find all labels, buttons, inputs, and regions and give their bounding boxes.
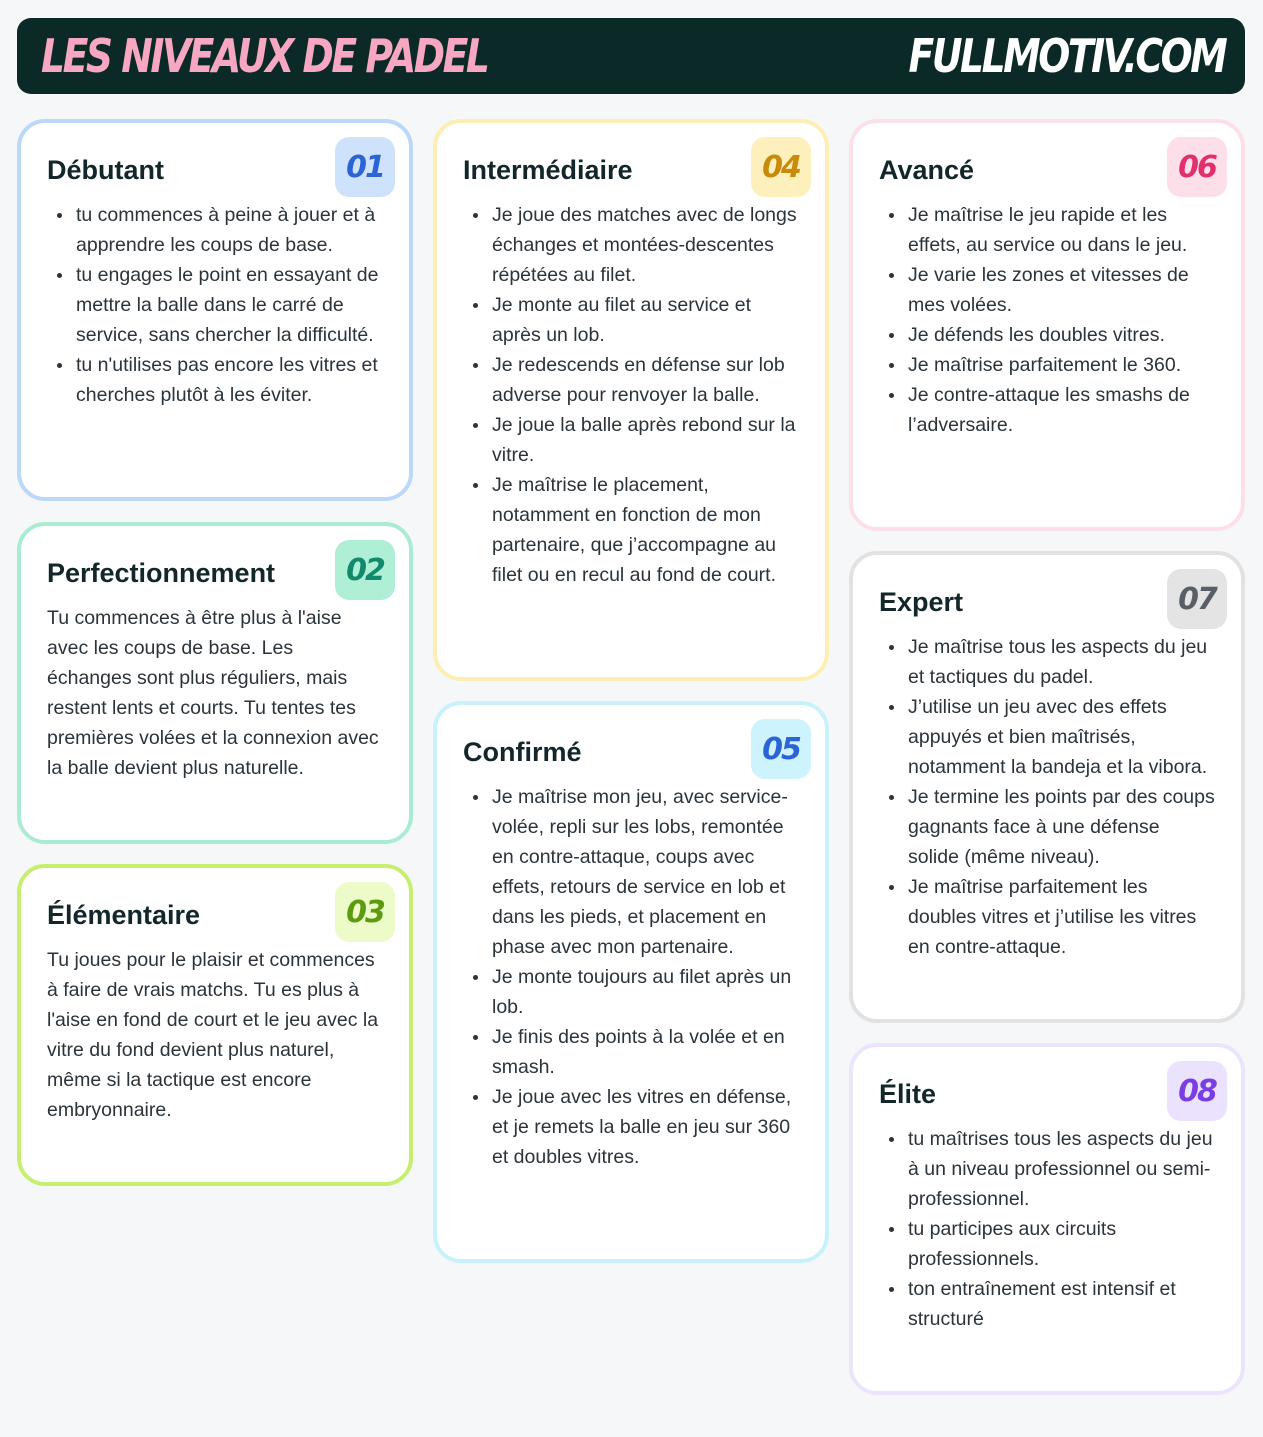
list-item: Je finis des points à la volée et en smash. [463,1022,799,1082]
list-item: tu participes aux circuits professionnels. [879,1214,1215,1274]
list-item: Je joue avec les vitres en défense, et je remets la balle en jeu sur 360 et doubles vitres. [463,1082,799,1172]
level-card-elite [849,1043,1245,1395]
level-description-list [879,632,1215,962]
level-title: Expert [879,587,964,617]
level-number-badge: 05 [751,719,811,779]
list-item: Je défends les doubles vitres. [879,320,1215,350]
list-item: Je monte toujours au filet après un lob. [463,962,799,1022]
level-description: Tu joues pour le plaisir et commences à faire de vrais matchs. Tu es plus à l'aise en fond de court et le jeu avec la vitre du fond devient plus naturel, même si la tactique est encore embryonnaire. [47,949,379,1121]
site-name: FULLMOTIV.COM [908,29,1225,83]
level-description-list [463,782,799,1172]
list-item: Je maîtrise parfaitement les doubles vitres et j’utilise les vitres en contre-attaque. [879,872,1215,962]
level-number-badge: 04 [751,137,811,197]
list-item: Je joue des matches avec de longs échanges et montées-descentes répétées au filet. [463,200,799,290]
list-item: Je varie les zones et vitesses de mes volées. [879,260,1215,320]
level-description: Tu commences à être plus à l'aise avec les coups de base. Les échanges sont plus réguliers, mais restent lents et courts. Tu tentes tes premières volées et la connexion avec la balle devient plus naturelle. [47,607,379,779]
level-card-elementaire [17,864,413,1186]
list-item: tu engages le point en essayant de mettre la balle dans le carré de service, sans chercher la difficulté. [47,260,383,350]
level-title: Débutant [47,155,164,185]
level-card-expert [849,551,1245,1023]
list-item: Je redescends en défense sur lob adverse pour renvoyer la balle. [463,350,799,410]
level-card-avance [849,119,1245,531]
list-item: Je contre-attaque les smashs de l’adversaire. [879,380,1215,440]
list-item: tu maîtrises tous les aspects du jeu à un niveau professionnel ou semi-professionnel. [879,1124,1215,1214]
level-card-perfectionnement [17,522,413,844]
level-number-badge: 03 [335,882,395,942]
level-card-debutant [17,119,413,501]
level-card-confirme [433,701,829,1263]
level-number-badge: 02 [335,540,395,600]
list-item: Je joue la balle après rebond sur la vitre. [463,410,799,470]
level-card-intermediaire [433,119,829,681]
list-item: J’utilise un jeu avec des effets appuyés et bien maîtrisés, notamment la bandeja et la vibora. [879,692,1215,782]
level-title: Confirmé [463,737,582,767]
list-item: Je monte au filet au service et après un lob. [463,290,799,350]
level-number-badge: 08 [1167,1061,1227,1121]
list-item: Je maîtrise le jeu rapide et les effets, au service ou dans le jeu. [879,200,1215,260]
header-banner [17,18,1245,94]
list-item: Je maîtrise le placement, notamment en fonction de mon partenaire, que j’accompagne au filet ou en recul au fond de court. [463,470,799,590]
level-number-badge: 01 [335,137,395,197]
level-description-list [879,1124,1215,1334]
level-description-list [463,200,799,590]
level-title: Perfectionnement [47,558,276,588]
level-title: Avancé [879,155,975,185]
level-number-badge: 06 [1167,137,1227,197]
level-title: Intermédiaire [463,155,633,185]
list-item: Je termine les points par des coups gagnants face à une défense solide (même niveau). [879,782,1215,872]
level-title: Élite [879,1079,937,1109]
list-item: tu n'utilises pas encore les vitres et cherches plutôt à les éviter. [47,350,383,410]
page-title: LES NIVEAUX DE PADEL [41,29,488,83]
list-item: ton entraînement est intensif et structuré [879,1274,1215,1334]
level-number-badge: 07 [1167,569,1227,629]
level-title: Élémentaire [47,900,201,930]
level-description-list [879,200,1215,440]
list-item: Je maîtrise mon jeu, avec service-volée, repli sur les lobs, remontée en contre-attaque, coups avec effets, retours de service en lob et dans les pieds, et placement en phase avec mon partenaire. [463,782,799,962]
list-item: tu commences à peine à jouer et à apprendre les coups de base. [47,200,383,260]
list-item: Je maîtrise parfaitement le 360. [879,350,1215,380]
level-description-list [47,200,383,410]
list-item: Je maîtrise tous les aspects du jeu et tactiques du padel. [879,632,1215,692]
